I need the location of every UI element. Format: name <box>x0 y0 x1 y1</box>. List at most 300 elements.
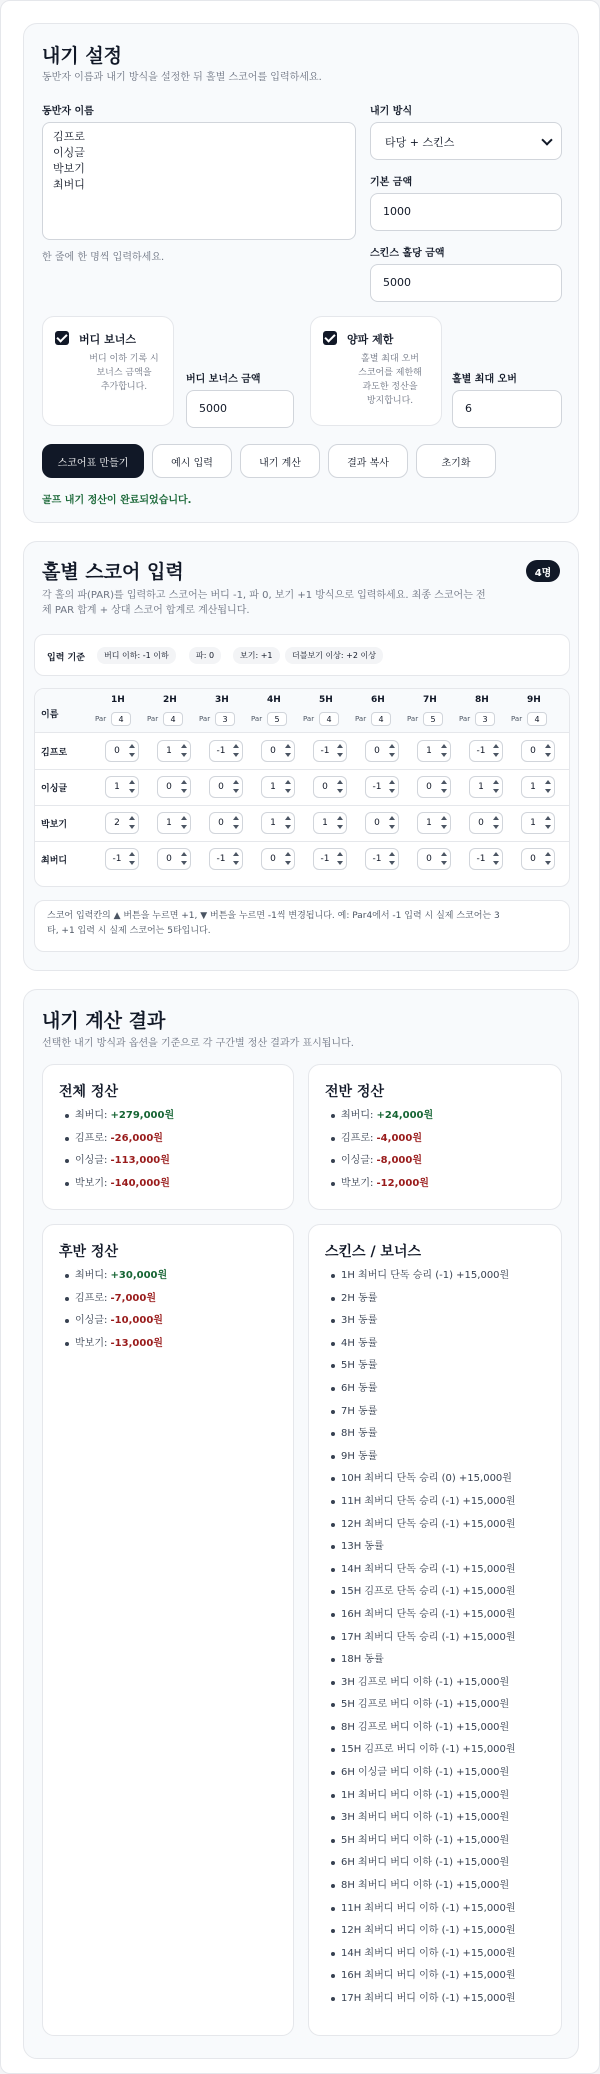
desc-line: 스코어를 제한해 <box>358 368 422 378</box>
cap-amount-input[interactable]: 6 <box>452 390 562 428</box>
results-title: 내기 계산 결과 <box>42 1010 166 1032</box>
row-divider <box>35 769 570 770</box>
score-value: 1 <box>270 782 276 792</box>
result-player: 박보기: <box>75 1177 111 1189</box>
front-settlement-title: 전반 정산 <box>325 1084 384 1100</box>
score-stepper[interactable] <box>313 740 347 762</box>
decrement-icon[interactable] <box>493 825 499 829</box>
score-value: 1 <box>322 818 328 828</box>
increment-icon[interactable] <box>441 744 447 748</box>
score-value: -1 <box>476 854 486 864</box>
stepper-arrows <box>440 851 448 867</box>
skins-item: 5H 동률 <box>331 1359 516 1382</box>
decrement-icon[interactable] <box>233 789 239 793</box>
mode-select-value: 타당 + 스킨스 <box>385 136 455 149</box>
score-value: 0 <box>218 818 224 828</box>
decrement-icon[interactable] <box>389 789 395 793</box>
increment-icon[interactable] <box>337 816 343 820</box>
skins-item: 3H 동률 <box>331 1314 516 1337</box>
par-input[interactable]: 4 <box>111 712 131 726</box>
increment-icon[interactable] <box>545 744 551 748</box>
score-value: -1 <box>216 854 226 864</box>
skins-item: 8H 김프로 버디 이하 (-1) +15,000원 <box>331 1721 516 1744</box>
par-label: Par <box>355 715 367 723</box>
front-settlement-list <box>331 1109 433 1199</box>
total-settlement-card <box>42 1064 294 1210</box>
scores-title: 홀별 스코어 입력 <box>42 561 184 583</box>
score-value: -1 <box>216 746 226 756</box>
decrement-icon[interactable] <box>493 753 499 757</box>
increment-icon[interactable] <box>129 852 135 856</box>
desc-line: 각 홀의 파(PAR)를 입력하고 스코어는 버디 -1, 파 0, 보기 +1 방식으로 입력하세요. 최종 스코어는 전 <box>42 590 486 601</box>
base-amount-input[interactable]: 1000 <box>370 193 562 231</box>
result-item <box>331 1132 433 1155</box>
increment-icon[interactable] <box>285 780 291 784</box>
decrement-icon[interactable] <box>545 861 551 865</box>
increment-icon[interactable] <box>389 852 395 856</box>
stepper-arrows <box>336 815 344 831</box>
decrement-icon[interactable] <box>337 753 343 757</box>
score-value: 1 <box>426 818 432 828</box>
result-item <box>65 1154 174 1177</box>
player-line: 박보기 <box>53 162 85 175</box>
desc-line: 버디 이하 기록 시 <box>89 354 159 364</box>
stepper-arrows <box>544 815 552 831</box>
settings-description: 동반자 이름과 내기 방식을 설정한 뒤 홀별 스코어를 입력하세요. <box>42 72 322 83</box>
increment-icon[interactable] <box>545 852 551 856</box>
score-value: -1 <box>112 854 122 864</box>
results-description: 선택한 내기 방식과 옵션을 기준으로 각 구간별 정산 결과가 표시됩니다. <box>42 1038 354 1049</box>
skins-amount-input[interactable]: 5000 <box>370 264 562 302</box>
par-input[interactable]: 3 <box>475 712 495 726</box>
hole-label: 1H <box>111 695 125 705</box>
stepper-arrows <box>492 815 500 831</box>
skins-bonus-list <box>331 1269 516 2015</box>
decrement-icon[interactable] <box>337 861 343 865</box>
hole-label: 4H <box>267 695 281 705</box>
players-hint: 한 줄에 한 명씩 입력하세요. <box>42 252 165 263</box>
back-settlement-list <box>65 1269 167 1359</box>
result-amount: -26,000원 <box>110 1132 163 1144</box>
score-stepper[interactable] <box>417 740 451 762</box>
decrement-icon[interactable] <box>129 753 135 757</box>
decrement-icon[interactable] <box>181 861 187 865</box>
skins-item: 9H 동률 <box>331 1450 516 1473</box>
decrement-icon[interactable] <box>337 789 343 793</box>
score-stepper[interactable] <box>417 812 451 834</box>
mode-label: 내기 방식 <box>370 106 413 117</box>
skins-item: 13H 동률 <box>331 1540 516 1563</box>
result-item <box>65 1177 174 1200</box>
score-stepper[interactable] <box>469 740 503 762</box>
score-stepper[interactable] <box>313 812 347 834</box>
status-message: 골프 내기 정산이 완료되었습니다. <box>42 495 192 506</box>
reset-button[interactable]: 초기화 <box>416 444 496 478</box>
legend-title: 입력 기준 <box>47 653 85 663</box>
decrement-icon[interactable] <box>129 861 135 865</box>
score-stepper[interactable] <box>261 740 295 762</box>
decrement-icon[interactable] <box>129 825 135 829</box>
decrement-icon[interactable] <box>337 825 343 829</box>
score-value: -1 <box>372 854 382 864</box>
sample-input-button[interactable]: 예시 입력 <box>152 444 232 478</box>
stepper-arrows <box>440 743 448 759</box>
increment-icon[interactable] <box>285 744 291 748</box>
stepper-arrows <box>440 815 448 831</box>
result-player: 이싱글: <box>75 1315 111 1327</box>
par-input[interactable]: 5 <box>267 712 287 726</box>
result-amount: -13,000원 <box>110 1337 163 1349</box>
stepper-arrows <box>128 851 136 867</box>
player-name: 박보기 <box>41 820 68 830</box>
score-stepper[interactable] <box>417 848 451 870</box>
score-stepper[interactable] <box>157 776 191 798</box>
score-stepper[interactable] <box>417 776 451 798</box>
skins-item: 4H 동률 <box>331 1337 516 1360</box>
increment-icon[interactable] <box>233 852 239 856</box>
increment-icon[interactable] <box>285 852 291 856</box>
score-value: 0 <box>114 746 120 756</box>
increment-icon[interactable] <box>493 852 499 856</box>
increment-icon[interactable] <box>493 744 499 748</box>
note-line: 타, +1 입력 시 실제 스코어는 5타입니다. <box>47 926 211 936</box>
result-item <box>331 1109 433 1132</box>
score-stepper[interactable] <box>521 740 555 762</box>
score-stepper[interactable] <box>105 776 139 798</box>
score-value: 0 <box>530 746 536 756</box>
score-value: 0 <box>374 818 380 828</box>
hole-label: 5H <box>319 695 333 705</box>
score-value: 1 <box>270 818 276 828</box>
hole-label: 3H <box>215 695 229 705</box>
desc-line: 방지합니다. <box>366 396 414 406</box>
skins-item: 14H 최버디 버디 이하 (-1) +15,000원 <box>331 1947 516 1970</box>
decrement-icon[interactable] <box>493 861 499 865</box>
score-stepper[interactable] <box>313 848 347 870</box>
decrement-icon[interactable] <box>389 825 395 829</box>
desc-line: 과도한 정산을 <box>362 382 418 392</box>
decrement-icon[interactable] <box>441 825 447 829</box>
score-value: 1 <box>114 782 120 792</box>
stepper-arrows <box>388 815 396 831</box>
score-value: 1 <box>478 782 484 792</box>
cap-option[interactable] <box>310 316 442 426</box>
input-legend <box>34 634 570 676</box>
par-label: Par <box>199 715 211 723</box>
increment-icon[interactable] <box>181 744 187 748</box>
skins-item: 3H 김프로 버디 이하 (-1) +15,000원 <box>331 1676 516 1699</box>
result-item <box>65 1132 174 1155</box>
increment-icon[interactable] <box>441 780 447 784</box>
score-stepper[interactable] <box>157 740 191 762</box>
score-value: 1 <box>426 746 432 756</box>
increment-icon[interactable] <box>389 816 395 820</box>
score-stepper[interactable] <box>365 848 399 870</box>
settings-card <box>23 23 579 523</box>
increment-icon[interactable] <box>389 780 395 784</box>
skins-item: 15H 김프로 단독 승리 (-1) +15,000원 <box>331 1585 516 1608</box>
score-value: 0 <box>166 854 172 864</box>
skins-item: 8H 최버디 버디 이하 (-1) +15,000원 <box>331 1879 516 1902</box>
stepper-arrows <box>128 779 136 795</box>
birdie-bonus-amount-label: 버디 보너스 금액 <box>186 374 261 385</box>
score-stepper[interactable] <box>209 812 243 834</box>
increment-icon[interactable] <box>233 780 239 784</box>
score-value: 0 <box>426 782 432 792</box>
par-input[interactable]: 4 <box>163 712 183 726</box>
player-line: 김프로 <box>53 130 85 143</box>
increment-icon[interactable] <box>441 816 447 820</box>
hole-label: 6H <box>371 695 385 705</box>
settings-title: 내기 설정 <box>42 45 123 67</box>
par-input[interactable]: 4 <box>371 712 391 726</box>
score-value: 1 <box>530 818 536 828</box>
result-amount: -140,000원 <box>110 1177 170 1189</box>
chevron-down-icon <box>541 134 552 145</box>
increment-icon[interactable] <box>545 816 551 820</box>
skins-item: 6H 이싱글 버디 이하 (-1) +15,000원 <box>331 1766 516 1789</box>
birdie-bonus-title: 버디 보너스 <box>79 333 136 346</box>
player-name: 최버디 <box>41 856 68 866</box>
desc-line: 추가합니다. <box>100 382 148 392</box>
skins-item: 15H 김프로 버디 이하 (-1) +15,000원 <box>331 1743 516 1766</box>
desc-line: 보너스 금액을 <box>96 368 152 378</box>
hole-label: 2H <box>163 695 177 705</box>
increment-icon[interactable] <box>545 780 551 784</box>
result-item <box>65 1109 174 1132</box>
stepper-arrows <box>180 743 188 759</box>
increment-icon[interactable] <box>129 780 135 784</box>
decrement-icon[interactable] <box>545 753 551 757</box>
decrement-icon[interactable] <box>493 789 499 793</box>
score-stepper[interactable] <box>105 848 139 870</box>
skins-item: 7H 동률 <box>331 1405 516 1428</box>
scores-description <box>42 588 562 618</box>
skins-item: 10H 최버디 단독 승리 (0) +15,000원 <box>331 1472 516 1495</box>
result-item <box>65 1337 167 1360</box>
score-stepper[interactable] <box>209 776 243 798</box>
decrement-icon[interactable] <box>181 789 187 793</box>
score-value: 0 <box>166 782 172 792</box>
result-player: 최버디: <box>75 1110 111 1121</box>
cap-checkbox[interactable] <box>323 331 337 345</box>
skins-item: 18H 동률 <box>331 1653 516 1676</box>
stepper-arrows <box>180 815 188 831</box>
result-item <box>65 1269 167 1292</box>
score-stepper[interactable] <box>209 740 243 762</box>
increment-icon[interactable] <box>129 816 135 820</box>
total-settlement-list <box>65 1109 174 1199</box>
result-player: 김프로: <box>341 1132 377 1144</box>
result-player: 이싱글: <box>75 1155 111 1167</box>
stepper-arrows <box>180 779 188 795</box>
score-stepper[interactable] <box>521 776 555 798</box>
score-stepper[interactable] <box>261 776 295 798</box>
score-value: -1 <box>320 746 330 756</box>
decrement-icon[interactable] <box>285 753 291 757</box>
skins-item: 3H 최버디 버디 이하 (-1) +15,000원 <box>331 1811 516 1834</box>
result-amount: -8,000원 <box>376 1155 422 1167</box>
score-stepper[interactable] <box>365 740 399 762</box>
copy-result-button[interactable]: 결과 복사 <box>328 444 408 478</box>
score-stepper[interactable] <box>469 776 503 798</box>
score-stepper[interactable] <box>209 848 243 870</box>
decrement-icon[interactable] <box>389 753 395 757</box>
stepper-arrows <box>440 779 448 795</box>
back-settlement-title: 후반 정산 <box>59 1244 118 1260</box>
stepper-arrows <box>544 779 552 795</box>
result-player: 이싱글: <box>341 1155 377 1167</box>
hole-label: 8H <box>475 695 489 705</box>
par-input[interactable]: 4 <box>527 712 547 726</box>
decrement-icon[interactable] <box>181 753 187 757</box>
stepper-arrows <box>232 815 240 831</box>
score-stepper[interactable] <box>105 740 139 762</box>
skins-item: 11H 최버디 단독 승리 (-1) +15,000원 <box>331 1495 516 1518</box>
player-count-badge: 4명 <box>526 560 560 582</box>
legend-chip: 버디 이하: -1 이하 <box>97 647 176 664</box>
score-stepper[interactable] <box>469 848 503 870</box>
birdie-bonus-checkbox[interactable] <box>55 331 69 345</box>
stepper-arrows <box>336 779 344 795</box>
skins-item: 6H 동률 <box>331 1382 516 1405</box>
score-stepper[interactable] <box>469 812 503 834</box>
legend-chip: 보기: +1 <box>233 647 280 664</box>
score-value: 0 <box>426 854 432 864</box>
score-stepper[interactable] <box>313 776 347 798</box>
results-card <box>23 989 579 2059</box>
cap-amount-label: 홀별 최대 오버 <box>452 374 517 385</box>
result-amount: +24,000원 <box>376 1110 434 1121</box>
result-amount: +30,000원 <box>110 1270 168 1281</box>
result-item <box>331 1154 433 1177</box>
hole-label: 9H <box>527 695 541 705</box>
score-value: 1 <box>166 818 172 828</box>
back-settlement-card <box>42 1224 294 2036</box>
stepper-arrows <box>336 743 344 759</box>
increment-icon[interactable] <box>493 780 499 784</box>
decrement-icon[interactable] <box>389 861 395 865</box>
increment-icon[interactable] <box>441 852 447 856</box>
increment-icon[interactable] <box>233 816 239 820</box>
decrement-icon[interactable] <box>285 861 291 865</box>
decrement-icon[interactable] <box>233 861 239 865</box>
increment-icon[interactable] <box>181 780 187 784</box>
increment-icon[interactable] <box>233 744 239 748</box>
result-item <box>65 1292 167 1315</box>
desc-line: 홀별 최대 오버 <box>361 354 419 364</box>
build-scorecard-button[interactable]: 스코어표 만들기 <box>42 444 144 478</box>
result-amount: -4,000원 <box>376 1132 422 1144</box>
stepper-arrows <box>388 851 396 867</box>
increment-icon[interactable] <box>181 852 187 856</box>
increment-icon[interactable] <box>129 744 135 748</box>
score-value: 1 <box>530 782 536 792</box>
result-player: 김프로: <box>75 1132 111 1144</box>
skins-item: 17H 최버디 단독 승리 (-1) +15,000원 <box>331 1631 516 1654</box>
score-value: 0 <box>270 746 276 756</box>
result-player: 김프로: <box>75 1292 111 1304</box>
score-stepper[interactable] <box>521 848 555 870</box>
score-stepper[interactable] <box>157 812 191 834</box>
decrement-icon[interactable] <box>441 789 447 793</box>
score-stepper[interactable] <box>261 848 295 870</box>
score-value: -1 <box>476 746 486 756</box>
skins-item: 16H 최버디 버디 이하 (-1) +15,000원 <box>331 1969 516 1992</box>
stepper-arrows <box>232 779 240 795</box>
increment-icon[interactable] <box>337 780 343 784</box>
mode-select[interactable] <box>370 122 562 160</box>
players-textarea[interactable] <box>42 122 356 240</box>
decrement-icon[interactable] <box>545 789 551 793</box>
cap-title: 양파 제한 <box>347 333 394 346</box>
result-player: 최버디: <box>341 1110 377 1121</box>
front-settlement-card <box>308 1064 562 1210</box>
decrement-icon[interactable] <box>441 753 447 757</box>
result-player: 최버디: <box>75 1270 111 1281</box>
decrement-icon[interactable] <box>129 789 135 793</box>
cap-desc <box>345 352 435 408</box>
par-input[interactable]: 3 <box>215 712 235 726</box>
score-stepper[interactable] <box>105 812 139 834</box>
increment-icon[interactable] <box>285 816 291 820</box>
increment-icon[interactable] <box>181 816 187 820</box>
score-stepper[interactable] <box>365 812 399 834</box>
skins-item: 1H 최버디 단독 승리 (-1) +15,000원 <box>331 1269 516 1292</box>
increment-icon[interactable] <box>337 744 343 748</box>
score-value: 0 <box>374 746 380 756</box>
decrement-icon[interactable] <box>285 789 291 793</box>
increment-icon[interactable] <box>337 852 343 856</box>
decrement-icon[interactable] <box>233 825 239 829</box>
player-line: 이싱글 <box>53 146 85 159</box>
result-amount: +279,000원 <box>110 1110 175 1121</box>
stepper-arrows <box>284 779 292 795</box>
stepper-arrows <box>492 779 500 795</box>
par-input[interactable]: 5 <box>423 712 443 726</box>
decrement-icon[interactable] <box>285 825 291 829</box>
par-label: Par <box>147 715 159 723</box>
par-label: Par <box>459 715 471 723</box>
score-stepper[interactable] <box>521 812 555 834</box>
score-stepper[interactable] <box>365 776 399 798</box>
increment-icon[interactable] <box>389 744 395 748</box>
stepper-arrows <box>232 851 240 867</box>
stepper-arrows <box>284 815 292 831</box>
legend-chip: 파: 0 <box>189 647 221 664</box>
calculate-button[interactable]: 내기 계산 <box>240 444 320 478</box>
decrement-icon[interactable] <box>545 825 551 829</box>
score-stepper[interactable] <box>157 848 191 870</box>
birdie-bonus-desc <box>79 352 169 394</box>
stepper-arrows <box>388 779 396 795</box>
result-player: 박보기: <box>75 1337 111 1349</box>
stepper-arrows <box>388 743 396 759</box>
decrement-icon[interactable] <box>181 825 187 829</box>
result-item <box>65 1314 167 1337</box>
decrement-icon[interactable] <box>441 861 447 865</box>
skins-item: 8H 동률 <box>331 1427 516 1450</box>
stepper-arrows <box>180 851 188 867</box>
increment-icon[interactable] <box>493 816 499 820</box>
par-input[interactable]: 4 <box>319 712 339 726</box>
birdie-bonus-amount-input[interactable]: 5000 <box>186 390 294 428</box>
score-stepper[interactable] <box>261 812 295 834</box>
skins-item: 12H 최버디 단독 승리 (-1) +15,000원 <box>331 1518 516 1541</box>
par-label: Par <box>511 715 523 723</box>
decrement-icon[interactable] <box>233 753 239 757</box>
birdie-bonus-option[interactable] <box>42 316 174 426</box>
